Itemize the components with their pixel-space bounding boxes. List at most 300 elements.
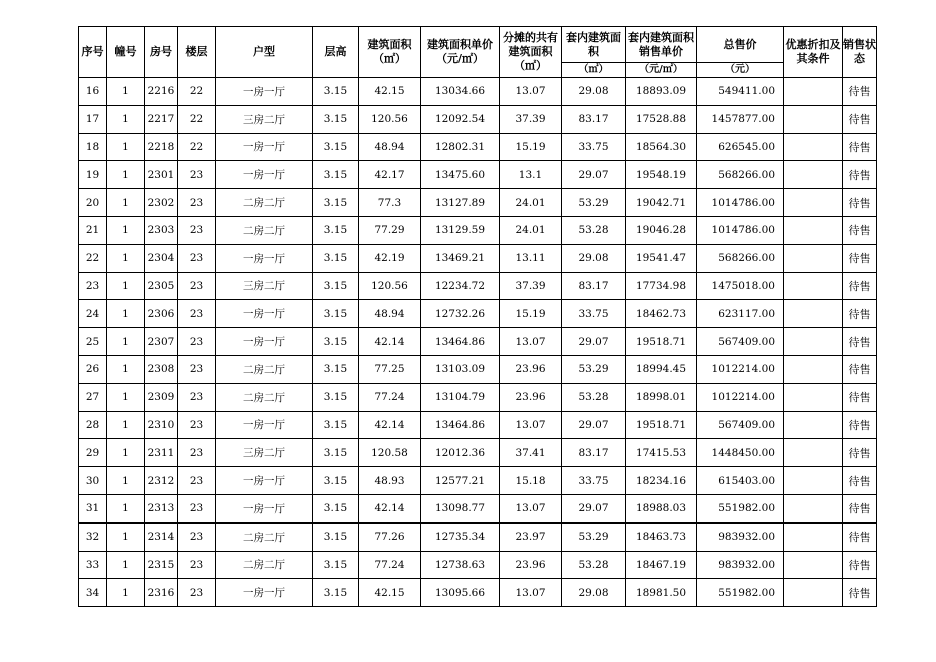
cell-seq: 24 (79, 300, 107, 328)
cell-area: 42.14 (359, 494, 421, 522)
cell-height: 3.15 (313, 494, 359, 522)
cell-building: 1 (107, 328, 145, 356)
cell-shared-area: 13.1 (500, 161, 562, 189)
cell-shared-area: 13.07 (500, 328, 562, 356)
cell-inner-price: 17528.88 (626, 105, 697, 133)
cell-discount (784, 105, 843, 133)
table-row (79, 551, 877, 579)
cell-floor: 23 (178, 439, 216, 467)
cell-inner-area: 53.28 (562, 216, 626, 244)
cell-total: 568266.00 (697, 244, 784, 272)
cell-status: 待售 (843, 383, 877, 411)
cell-inner-price: 19548.19 (626, 161, 697, 189)
cell-type: 二房二厅 (216, 523, 313, 551)
cell-inner-price: 18463.73 (626, 523, 697, 551)
cell-floor: 23 (178, 161, 216, 189)
cell-inner-area: 29.08 (562, 78, 626, 106)
cell-building: 1 (107, 78, 145, 106)
table-row (79, 78, 877, 106)
cell-floor: 23 (178, 244, 216, 272)
cell-type: 二房二厅 (216, 383, 313, 411)
cell-room: 2307 (145, 328, 178, 356)
cell-room: 2217 (145, 105, 178, 133)
cell-room: 2308 (145, 355, 178, 383)
header-inner-area-unit: （㎡） (562, 63, 626, 78)
cell-area: 120.56 (359, 272, 421, 300)
cell-area-price: 13127.89 (421, 189, 500, 217)
cell-status: 待售 (843, 328, 877, 356)
cell-type: 一房一厅 (216, 161, 313, 189)
cell-room: 2218 (145, 133, 178, 161)
cell-floor: 23 (178, 551, 216, 579)
header-shared-area: 分摊的共有建筑面积（㎡） (500, 27, 562, 78)
cell-shared-area: 23.96 (500, 551, 562, 579)
cell-type: 三房二厅 (216, 272, 313, 300)
cell-height: 3.15 (313, 523, 359, 551)
cell-total: 1012214.00 (697, 355, 784, 383)
header-height: 层高 (313, 27, 359, 78)
cell-inner-area: 53.29 (562, 189, 626, 217)
table-row (79, 383, 877, 411)
cell-seq: 18 (79, 133, 107, 161)
table-row (79, 189, 877, 217)
cell-status: 待售 (843, 551, 877, 579)
cell-type: 一房一厅 (216, 411, 313, 439)
cell-discount (784, 355, 843, 383)
cell-inner-area: 29.07 (562, 411, 626, 439)
cell-height: 3.15 (313, 133, 359, 161)
cell-discount (784, 133, 843, 161)
cell-room: 2311 (145, 439, 178, 467)
cell-seq: 32 (79, 523, 107, 551)
price-table (78, 26, 877, 607)
cell-inner-price: 17415.53 (626, 439, 697, 467)
cell-building: 1 (107, 300, 145, 328)
cell-total: 1448450.00 (697, 439, 784, 467)
cell-discount (784, 216, 843, 244)
cell-room: 2312 (145, 467, 178, 495)
table-row (79, 355, 877, 383)
cell-seq: 29 (79, 439, 107, 467)
cell-building: 1 (107, 494, 145, 522)
cell-type: 三房二厅 (216, 105, 313, 133)
table-row (79, 216, 877, 244)
cell-area: 42.15 (359, 78, 421, 106)
cell-room: 2301 (145, 161, 178, 189)
cell-discount (784, 78, 843, 106)
cell-inner-area: 33.75 (562, 300, 626, 328)
header-inner-price: 套内建筑面积销售单价 (626, 27, 697, 63)
price-list-sheet (78, 26, 877, 607)
cell-building: 1 (107, 244, 145, 272)
cell-inner-price: 18893.09 (626, 78, 697, 106)
table-row (79, 579, 877, 607)
cell-building: 1 (107, 383, 145, 411)
table-row (79, 411, 877, 439)
cell-height: 3.15 (313, 411, 359, 439)
cell-status: 待售 (843, 579, 877, 607)
cell-inner-price: 18234.16 (626, 467, 697, 495)
cell-floor: 23 (178, 328, 216, 356)
header-total: 总售价 (697, 27, 784, 63)
cell-discount (784, 411, 843, 439)
cell-seq: 17 (79, 105, 107, 133)
cell-inner-area: 29.08 (562, 579, 626, 607)
cell-area: 42.14 (359, 328, 421, 356)
cell-room: 2313 (145, 494, 178, 522)
cell-area-price: 13464.86 (421, 411, 500, 439)
cell-inner-price: 19518.71 (626, 328, 697, 356)
cell-inner-price: 18467.19 (626, 551, 697, 579)
cell-discount (784, 189, 843, 217)
cell-floor: 23 (178, 411, 216, 439)
cell-area: 42.17 (359, 161, 421, 189)
cell-total: 567409.00 (697, 328, 784, 356)
cell-area-price: 13098.77 (421, 494, 500, 522)
cell-area: 42.15 (359, 579, 421, 607)
table-row (79, 244, 877, 272)
cell-inner-price: 19518.71 (626, 411, 697, 439)
table-row (79, 439, 877, 467)
cell-inner-price: 18981.50 (626, 579, 697, 607)
cell-status: 待售 (843, 523, 877, 551)
header-inner-price-unit: （元/㎡） (626, 63, 697, 78)
cell-room: 2314 (145, 523, 178, 551)
cell-room: 2309 (145, 383, 178, 411)
cell-type: 一房一厅 (216, 244, 313, 272)
table-header (79, 27, 877, 78)
cell-status: 待售 (843, 300, 877, 328)
cell-seq: 19 (79, 161, 107, 189)
cell-area: 48.94 (359, 300, 421, 328)
cell-building: 1 (107, 189, 145, 217)
cell-area: 42.14 (359, 411, 421, 439)
table-row (79, 300, 877, 328)
cell-seq: 28 (79, 411, 107, 439)
cell-type: 二房二厅 (216, 551, 313, 579)
cell-inner-price: 18564.30 (626, 133, 697, 161)
cell-inner-price: 18988.03 (626, 494, 697, 522)
cell-building: 1 (107, 133, 145, 161)
cell-height: 3.15 (313, 161, 359, 189)
cell-building: 1 (107, 439, 145, 467)
cell-discount (784, 328, 843, 356)
cell-status: 待售 (843, 272, 877, 300)
cell-total: 567409.00 (697, 411, 784, 439)
cell-inner-price: 18998.01 (626, 383, 697, 411)
cell-room: 2316 (145, 579, 178, 607)
cell-seq: 16 (79, 78, 107, 106)
cell-floor: 23 (178, 579, 216, 607)
cell-type: 一房一厅 (216, 78, 313, 106)
cell-status: 待售 (843, 216, 877, 244)
cell-inner-area: 83.17 (562, 439, 626, 467)
cell-status: 待售 (843, 78, 877, 106)
cell-floor: 23 (178, 189, 216, 217)
cell-shared-area: 37.41 (500, 439, 562, 467)
cell-seq: 33 (79, 551, 107, 579)
cell-discount (784, 272, 843, 300)
cell-height: 3.15 (313, 551, 359, 579)
cell-total: 549411.00 (697, 78, 784, 106)
cell-height: 3.15 (313, 383, 359, 411)
cell-floor: 23 (178, 494, 216, 522)
cell-type: 一房一厅 (216, 467, 313, 495)
cell-inner-price: 18994.45 (626, 355, 697, 383)
cell-inner-area: 53.29 (562, 355, 626, 383)
cell-area-price: 13129.59 (421, 216, 500, 244)
header-room: 房号 (145, 27, 178, 78)
cell-inner-area: 53.28 (562, 551, 626, 579)
cell-discount (784, 161, 843, 189)
cell-area-price: 13103.09 (421, 355, 500, 383)
cell-area: 77.24 (359, 383, 421, 411)
cell-shared-area: 15.18 (500, 467, 562, 495)
cell-area: 77.24 (359, 551, 421, 579)
cell-area: 77.3 (359, 189, 421, 217)
cell-type: 一房一厅 (216, 300, 313, 328)
header-building: 幢号 (107, 27, 145, 78)
cell-seq: 22 (79, 244, 107, 272)
table-row (79, 523, 877, 551)
cell-area-price: 12735.34 (421, 523, 500, 551)
cell-shared-area: 13.07 (500, 579, 562, 607)
cell-room: 2305 (145, 272, 178, 300)
cell-type: 一房一厅 (216, 494, 313, 522)
cell-shared-area: 23.97 (500, 523, 562, 551)
cell-total: 1014786.00 (697, 216, 784, 244)
cell-area: 77.26 (359, 523, 421, 551)
table-row (79, 105, 877, 133)
cell-inner-area: 29.08 (562, 244, 626, 272)
cell-building: 1 (107, 272, 145, 300)
header-area: 建筑面积（㎡） (359, 27, 421, 78)
cell-inner-area: 53.28 (562, 383, 626, 411)
cell-seq: 30 (79, 467, 107, 495)
cell-discount (784, 551, 843, 579)
cell-inner-area: 33.75 (562, 133, 626, 161)
cell-height: 3.15 (313, 355, 359, 383)
cell-area-price: 12234.72 (421, 272, 500, 300)
cell-building: 1 (107, 467, 145, 495)
cell-total: 568266.00 (697, 161, 784, 189)
cell-inner-area: 29.07 (562, 161, 626, 189)
cell-area-price: 12012.36 (421, 439, 500, 467)
cell-area-price: 12092.54 (421, 105, 500, 133)
cell-total: 1475018.00 (697, 272, 784, 300)
cell-status: 待售 (843, 189, 877, 217)
cell-type: 二房二厅 (216, 189, 313, 217)
header-status: 销售状态 (843, 27, 877, 78)
table-row (79, 328, 877, 356)
cell-area-price: 12732.26 (421, 300, 500, 328)
cell-seq: 34 (79, 579, 107, 607)
table-body (79, 78, 877, 607)
cell-inner-area: 53.29 (562, 523, 626, 551)
cell-seq: 26 (79, 355, 107, 383)
header-inner-area: 套内建筑面积 (562, 27, 626, 63)
cell-floor: 22 (178, 78, 216, 106)
cell-inner-area: 83.17 (562, 272, 626, 300)
cell-shared-area: 13.07 (500, 78, 562, 106)
cell-room: 2315 (145, 551, 178, 579)
cell-shared-area: 15.19 (500, 133, 562, 161)
cell-room: 2306 (145, 300, 178, 328)
cell-inner-area: 83.17 (562, 105, 626, 133)
table-row (79, 133, 877, 161)
cell-status: 待售 (843, 161, 877, 189)
cell-type: 三房二厅 (216, 439, 313, 467)
cell-status: 待售 (843, 439, 877, 467)
cell-building: 1 (107, 411, 145, 439)
cell-type: 一房一厅 (216, 328, 313, 356)
cell-shared-area: 24.01 (500, 216, 562, 244)
cell-floor: 23 (178, 523, 216, 551)
cell-seq: 25 (79, 328, 107, 356)
cell-height: 3.15 (313, 439, 359, 467)
cell-height: 3.15 (313, 78, 359, 106)
cell-status: 待售 (843, 133, 877, 161)
cell-area-price: 13104.79 (421, 383, 500, 411)
cell-total: 615403.00 (697, 467, 784, 495)
table-row (79, 494, 877, 522)
cell-shared-area: 23.96 (500, 355, 562, 383)
cell-area-price: 13034.66 (421, 78, 500, 106)
cell-building: 1 (107, 579, 145, 607)
cell-room: 2310 (145, 411, 178, 439)
cell-area: 42.19 (359, 244, 421, 272)
cell-seq: 20 (79, 189, 107, 217)
cell-area-price: 13475.60 (421, 161, 500, 189)
cell-inner-price: 19046.28 (626, 216, 697, 244)
cell-inner-area: 29.07 (562, 328, 626, 356)
cell-height: 3.15 (313, 300, 359, 328)
cell-seq: 23 (79, 272, 107, 300)
cell-area-price: 13095.66 (421, 579, 500, 607)
cell-shared-area: 37.39 (500, 272, 562, 300)
cell-area-price: 12577.21 (421, 467, 500, 495)
cell-shared-area: 13.11 (500, 244, 562, 272)
cell-height: 3.15 (313, 328, 359, 356)
header-area-price: 建筑面积单价（元/㎡） (421, 27, 500, 78)
cell-room: 2304 (145, 244, 178, 272)
cell-discount (784, 579, 843, 607)
cell-floor: 22 (178, 105, 216, 133)
cell-shared-area: 23.96 (500, 383, 562, 411)
cell-area-price: 12802.31 (421, 133, 500, 161)
cell-shared-area: 15.19 (500, 300, 562, 328)
cell-total: 1457877.00 (697, 105, 784, 133)
cell-building: 1 (107, 355, 145, 383)
cell-discount (784, 467, 843, 495)
cell-area: 120.58 (359, 439, 421, 467)
cell-room: 2303 (145, 216, 178, 244)
cell-area: 48.94 (359, 133, 421, 161)
cell-inner-area: 33.75 (562, 467, 626, 495)
cell-area: 120.56 (359, 105, 421, 133)
cell-total: 623117.00 (697, 300, 784, 328)
cell-building: 1 (107, 551, 145, 579)
cell-total: 551982.00 (697, 494, 784, 522)
cell-status: 待售 (843, 494, 877, 522)
cell-discount (784, 494, 843, 522)
cell-floor: 23 (178, 216, 216, 244)
cell-height: 3.15 (313, 105, 359, 133)
cell-inner-price: 19541.47 (626, 244, 697, 272)
cell-area: 77.29 (359, 216, 421, 244)
cell-height: 3.15 (313, 272, 359, 300)
cell-discount (784, 439, 843, 467)
cell-status: 待售 (843, 244, 877, 272)
cell-building: 1 (107, 523, 145, 551)
cell-type: 一房一厅 (216, 579, 313, 607)
cell-height: 3.15 (313, 244, 359, 272)
cell-discount (784, 300, 843, 328)
cell-total: 1014786.00 (697, 189, 784, 217)
table-row (79, 161, 877, 189)
cell-total: 626545.00 (697, 133, 784, 161)
cell-status: 待售 (843, 355, 877, 383)
header-type: 户型 (216, 27, 313, 78)
cell-area-price: 13469.21 (421, 244, 500, 272)
cell-seq: 21 (79, 216, 107, 244)
cell-height: 3.15 (313, 216, 359, 244)
cell-area-price: 12738.63 (421, 551, 500, 579)
cell-area-price: 13464.86 (421, 328, 500, 356)
cell-total: 983932.00 (697, 523, 784, 551)
cell-discount (784, 244, 843, 272)
cell-floor: 23 (178, 272, 216, 300)
cell-shared-area: 13.07 (500, 494, 562, 522)
cell-area: 48.93 (359, 467, 421, 495)
header-discount: 优惠折扣及其条件 (784, 27, 843, 78)
cell-total: 1012214.00 (697, 383, 784, 411)
cell-floor: 23 (178, 355, 216, 383)
cell-shared-area: 13.07 (500, 411, 562, 439)
cell-type: 二房二厅 (216, 355, 313, 383)
cell-building: 1 (107, 161, 145, 189)
cell-area: 77.25 (359, 355, 421, 383)
cell-seq: 31 (79, 494, 107, 522)
cell-shared-area: 37.39 (500, 105, 562, 133)
header-total-unit: （元） (697, 63, 784, 78)
table-row (79, 272, 877, 300)
cell-status: 待售 (843, 411, 877, 439)
cell-inner-price: 18462.73 (626, 300, 697, 328)
cell-discount (784, 523, 843, 551)
cell-seq: 27 (79, 383, 107, 411)
cell-building: 1 (107, 216, 145, 244)
table-row (79, 467, 877, 495)
header-seq: 序号 (79, 27, 107, 78)
cell-floor: 22 (178, 133, 216, 161)
cell-shared-area: 24.01 (500, 189, 562, 217)
cell-total: 983932.00 (697, 551, 784, 579)
cell-height: 3.15 (313, 467, 359, 495)
cell-height: 3.15 (313, 189, 359, 217)
cell-inner-area: 29.07 (562, 494, 626, 522)
cell-discount (784, 383, 843, 411)
cell-floor: 23 (178, 300, 216, 328)
cell-floor: 23 (178, 383, 216, 411)
cell-type: 一房一厅 (216, 133, 313, 161)
cell-type: 二房二厅 (216, 216, 313, 244)
cell-room: 2302 (145, 189, 178, 217)
cell-inner-price: 17734.98 (626, 272, 697, 300)
cell-room: 2216 (145, 78, 178, 106)
cell-status: 待售 (843, 467, 877, 495)
cell-inner-price: 19042.71 (626, 189, 697, 217)
